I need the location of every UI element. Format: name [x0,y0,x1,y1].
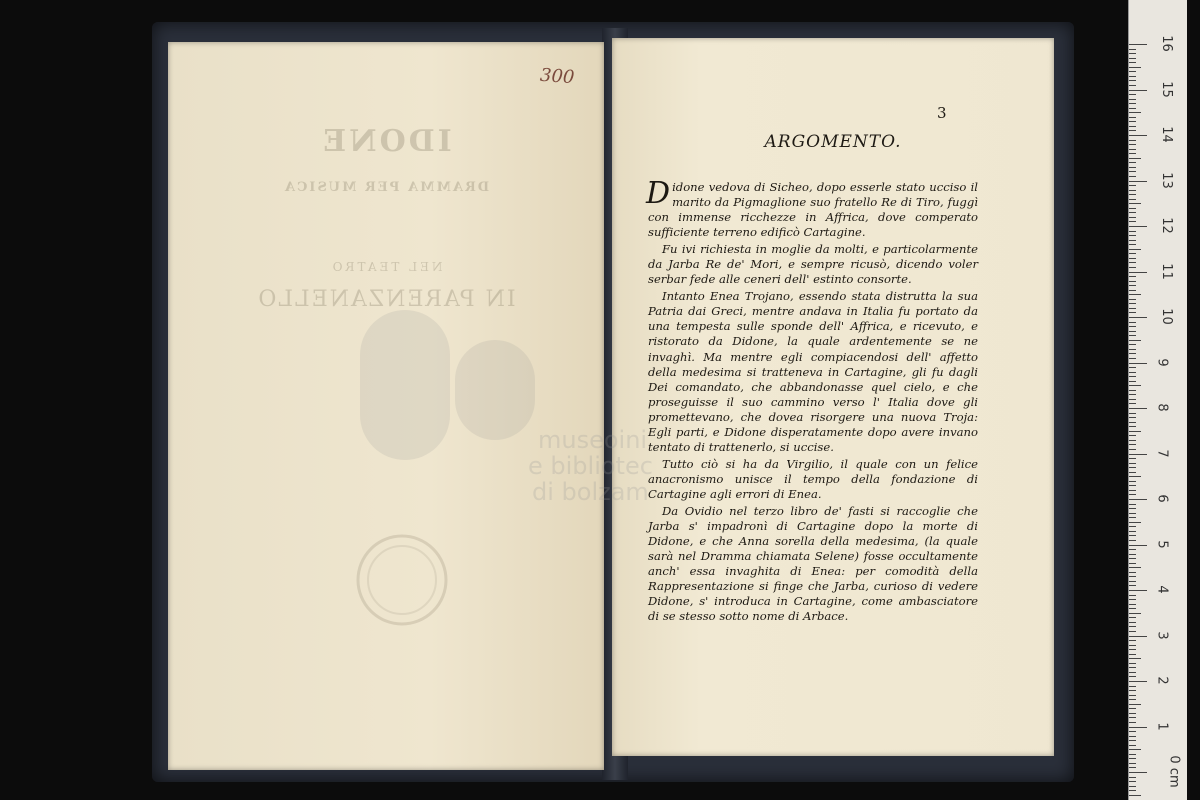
ruler-tick [1129,235,1136,236]
ruler-number: 9 [1154,357,1170,367]
ruler-tick [1129,85,1136,86]
ruler-tick [1129,576,1136,577]
ruler-tick [1129,622,1136,623]
ruler-tick [1129,490,1136,491]
ruler-tick [1129,363,1147,364]
ruler-tick [1129,467,1136,468]
ruler-tick [1129,658,1141,659]
watermark-text: di bolzam [532,478,649,506]
ruler-tick [1129,281,1136,282]
ruler-tick [1129,513,1136,514]
ruler-tick [1129,308,1136,309]
ruler-tick [1129,636,1147,637]
page-number: 3 [937,104,947,122]
watermark-text: museoini [538,426,648,454]
ruler-tick [1129,526,1136,527]
ruler-tick [1129,745,1136,746]
ruler-tick [1129,376,1136,377]
ruler-number: 10 [1158,308,1174,325]
ruler-tick [1129,772,1147,773]
ruler-tick [1129,194,1136,195]
ruler-number: 14 [1158,126,1174,143]
ruler-tick [1129,449,1136,450]
ruler-tick [1129,212,1136,213]
ruler-tick [1129,53,1136,54]
ruler-tick [1129,203,1141,204]
ruler-tick [1129,604,1136,605]
ruler-tick [1129,795,1141,796]
ruler-tick [1129,535,1136,536]
ruler-tick [1129,754,1136,755]
ruler-tick [1129,226,1147,227]
ruler-tick [1129,158,1141,159]
ruler-tick [1129,80,1136,81]
ruler-tick [1129,258,1136,259]
paragraph: Intanto Enea Trojano, essendo stata distrutta la sua Patria dai Greci, mentre andava in Italia fu portato da una tempesta sulle sponde dell' Affrica, e ricevuto, e ristorato da Didone, la quale ardentemente se ne invaghì. Ma mentre egli compiacendosi dell' affetto della medesima si tratteneva in Cartagine, gli fu dagli Dei comandato, che abbandonasse quel cielo, e che proseguisse il suo cammino verso l' Italia dove gli promettevano, che dovea risorgere una nuova Troja: Egli parti, e Didone disperatamente dopo avere invano tentato di trattenerlo, si uccise. [648,289,978,454]
ruler-tick [1129,62,1136,63]
ruler-tick [1129,499,1147,500]
ruler-tick [1129,126,1136,127]
ruler-tick [1129,312,1136,313]
ruler-tick [1129,590,1147,591]
ruler-tick [1129,331,1136,332]
ruler-tick [1129,190,1136,191]
bleed-line: IN PARENZANELLO [256,287,516,312]
ruler-tick [1129,431,1141,432]
seal-bleed-through [352,530,452,630]
ruler-tick [1129,167,1136,168]
ruler-tick [1129,640,1136,641]
ruler-tick [1129,90,1147,91]
page-heading: ARGOMENTO. [764,132,902,152]
ruler-tick [1129,458,1136,459]
ruler-tick [1129,171,1136,172]
ruler-tick [1129,736,1136,737]
ruler-number: 8 [1154,403,1170,412]
paragraph [646,176,978,240]
ruler-number: 4 [1154,585,1170,594]
ruler-tick [1129,253,1136,254]
ruler-tick [1129,353,1136,354]
ruler-number: 13 [1158,171,1174,189]
ruler-tick [1129,349,1136,350]
ruler-tick [1129,299,1136,300]
ruler-tick [1129,417,1136,418]
ruler-tick [1129,654,1136,655]
ruler-tick [1129,695,1136,696]
ruler-tick [1129,708,1136,709]
ruler-tick [1129,181,1147,182]
ruler-tick [1129,545,1147,546]
paragraph-text: idone vedova di Sicheo, dopo esserle stato ucciso il marito da Pigmaglione suo fratello Re di Tiro, fuggì con immense ricchezze in Affrica, dove comperato sufficiente terreno edificò Cartagine. [648,180,978,240]
ruler-tick [1129,399,1136,400]
ruler-tick [1129,176,1136,177]
ruler-tick [1129,531,1136,532]
ruler-tick [1129,217,1136,218]
ruler-tick [1129,49,1136,50]
ruler-number: 2 [1154,676,1170,685]
ruler-tick [1129,413,1136,414]
ruler-tick [1129,494,1136,495]
ruler-tick [1129,617,1136,618]
ruler-tick [1129,522,1141,523]
ruler-tick [1129,162,1136,163]
ruler-tick [1129,722,1136,723]
ruler-tick [1129,667,1136,668]
ruler-tick [1129,385,1141,386]
ruler-tick [1129,444,1136,445]
ruler-tick [1129,504,1136,505]
ruler-tick [1129,613,1141,614]
watermark-text: e bibliotec [528,452,653,480]
ruler-tick [1129,435,1136,436]
ruler-tick [1129,626,1136,627]
ruler-tick [1129,713,1136,714]
ruler-tick [1129,249,1141,250]
ruler-tick [1129,44,1147,45]
ruler-tick [1129,121,1136,122]
bleed-line: NEL TEATRO [329,260,443,274]
ruler-tick [1129,649,1136,650]
ruler-tick [1129,303,1136,304]
ruler-tick [1129,608,1136,609]
ruler-tick [1129,67,1141,68]
ruler-tick [1129,117,1136,118]
ruler-tick [1129,731,1136,732]
ruler-number: 6 [1154,494,1170,503]
ruler-tick [1129,440,1136,441]
ruler-tick [1129,231,1136,232]
bleed-line: DRAMMA PER MUSICA [282,180,490,195]
ruler-tick [1129,344,1136,345]
ruler-tick [1129,517,1136,518]
ruler-tick [1129,99,1136,100]
ruler-number: 5 [1154,539,1170,549]
ruler-tick [1129,790,1136,791]
paragraph: Fu ivi richiesta in moglie da molti, e particolarmente da Jarba Re de' Mori, e sempre ricusò, dicendo voler serbar fede alle ceneri dell' estinto consorte. [648,242,978,287]
ruler-tick [1129,358,1136,359]
paragraph: Da Ovidio nel terzo libro de' fasti si raccoglie che Jarba s' impadronì di Cartagine dopo la morte di Didone, e che Anna sorella della medesima, (la quale sarà nel Dramma chiamata Selene) fosse occultamente anch' essa invaghita di Enea: per comodità della Rappresentazione si finge che Jarba, curioso di vedere Didone, s' introduca in Cartagine, come ambasciatore di se stesso sotto nome di Arbace. [648,503,978,624]
ruler-tick [1129,240,1136,241]
left-page [168,42,604,770]
ruler-tick [1129,294,1141,295]
ruler-tick [1129,108,1136,109]
paragraph: Tutto ciò si ha da Virgilio, il quale con un felice anacronismo unisce il tempo della fondazione di Cartagine agli errori di Enea. [648,456,978,501]
ruler-tick [1129,686,1136,687]
ruler-number: 3 [1154,630,1170,640]
ruler-tick [1129,208,1136,209]
ruler-tick [1129,367,1136,368]
bleed-line: IDONE [320,124,452,159]
ruler-tick [1129,244,1136,245]
ruler-tick [1129,130,1136,131]
ruler-tick [1129,472,1136,473]
ruler-tick [1129,71,1136,72]
ruler-tick [1129,763,1136,764]
ruler-tick [1129,572,1136,573]
ruler-number: 15 [1158,80,1174,98]
ruler-tick [1129,426,1136,427]
ruler-tick [1129,595,1136,596]
ruler-tick [1129,149,1136,150]
ruler-tick [1129,340,1141,341]
ruler-tick [1129,508,1136,509]
ruler-tick [1129,781,1136,782]
ruler-tick [1129,199,1136,200]
ruler-tick [1129,276,1136,277]
ruler-tick [1129,267,1136,268]
ruler-tick [1129,454,1147,455]
ruler-number: 12 [1158,217,1174,234]
ruler-tick [1129,285,1136,286]
ruler-tick [1129,144,1136,145]
ruler-tick [1129,485,1136,486]
ruler-tick [1129,567,1141,568]
ruler-tick [1129,372,1136,373]
ruler-tick [1129,335,1136,336]
ruler-tick [1129,422,1136,423]
ruler-tick [1129,581,1136,582]
ruler-tick [1129,262,1136,263]
ruler-tick [1129,76,1136,77]
ruler-tick [1129,563,1136,564]
ruler-tick [1129,322,1136,323]
ruler-tick [1129,481,1136,482]
ruler-tick [1129,663,1136,664]
argomento-text [646,176,978,626]
ruler-tick [1129,704,1141,705]
ruler-tick [1129,103,1136,104]
ruler-tick [1129,135,1147,136]
ruler-tick [1129,290,1136,291]
ruler-tick [1129,549,1136,550]
ruler-tick [1129,381,1136,382]
ruler-tick [1129,699,1136,700]
ruler-tick [1129,317,1147,318]
ruler-tick [1129,403,1136,404]
ruler-tick [1129,676,1136,677]
ruler-tick [1129,463,1136,464]
ruler-number: 0 cm [1166,755,1182,788]
ruler-tick [1129,326,1136,327]
ruler-tick [1129,390,1136,391]
ruler-tick [1129,408,1147,409]
ruler-tick [1129,690,1136,691]
ruler-tick [1129,786,1136,787]
ruler-tick [1129,185,1136,186]
ruler-tick [1129,394,1136,395]
ruler-tick [1129,631,1136,632]
ruler-tick [1129,112,1141,113]
ruler-tick [1129,540,1136,541]
ruler-tick [1129,585,1136,586]
ruler-tick [1129,558,1136,559]
ruler-tick [1129,554,1136,555]
ruler-tick [1129,476,1141,477]
ruler-tick [1129,740,1136,741]
ruler-tick [1129,672,1136,673]
ruler-tick [1129,58,1136,59]
handwritten-number: 300 [539,64,576,89]
ruler-tick [1129,221,1136,222]
ruler-tick [1129,717,1136,718]
ruler-tick [1129,272,1147,273]
ruler-tick [1129,645,1136,646]
ruler-tick [1129,153,1136,154]
ruler-tick [1129,681,1147,682]
ruler-number: 7 [1154,448,1170,458]
ruler-tick [1129,140,1136,141]
ruler-tick [1129,777,1136,778]
ruler-tick [1129,758,1136,759]
ruler-number: 11 [1158,262,1174,280]
ruler-tick [1129,94,1136,95]
ruler-tick [1129,767,1136,768]
drop-cap: D [646,176,671,211]
ruler-tick [1129,599,1136,600]
ruler-tick [1129,749,1141,750]
ruler-tick [1129,727,1147,728]
ruler-number: 1 [1154,721,1170,731]
ruler-number: 16 [1158,35,1174,52]
